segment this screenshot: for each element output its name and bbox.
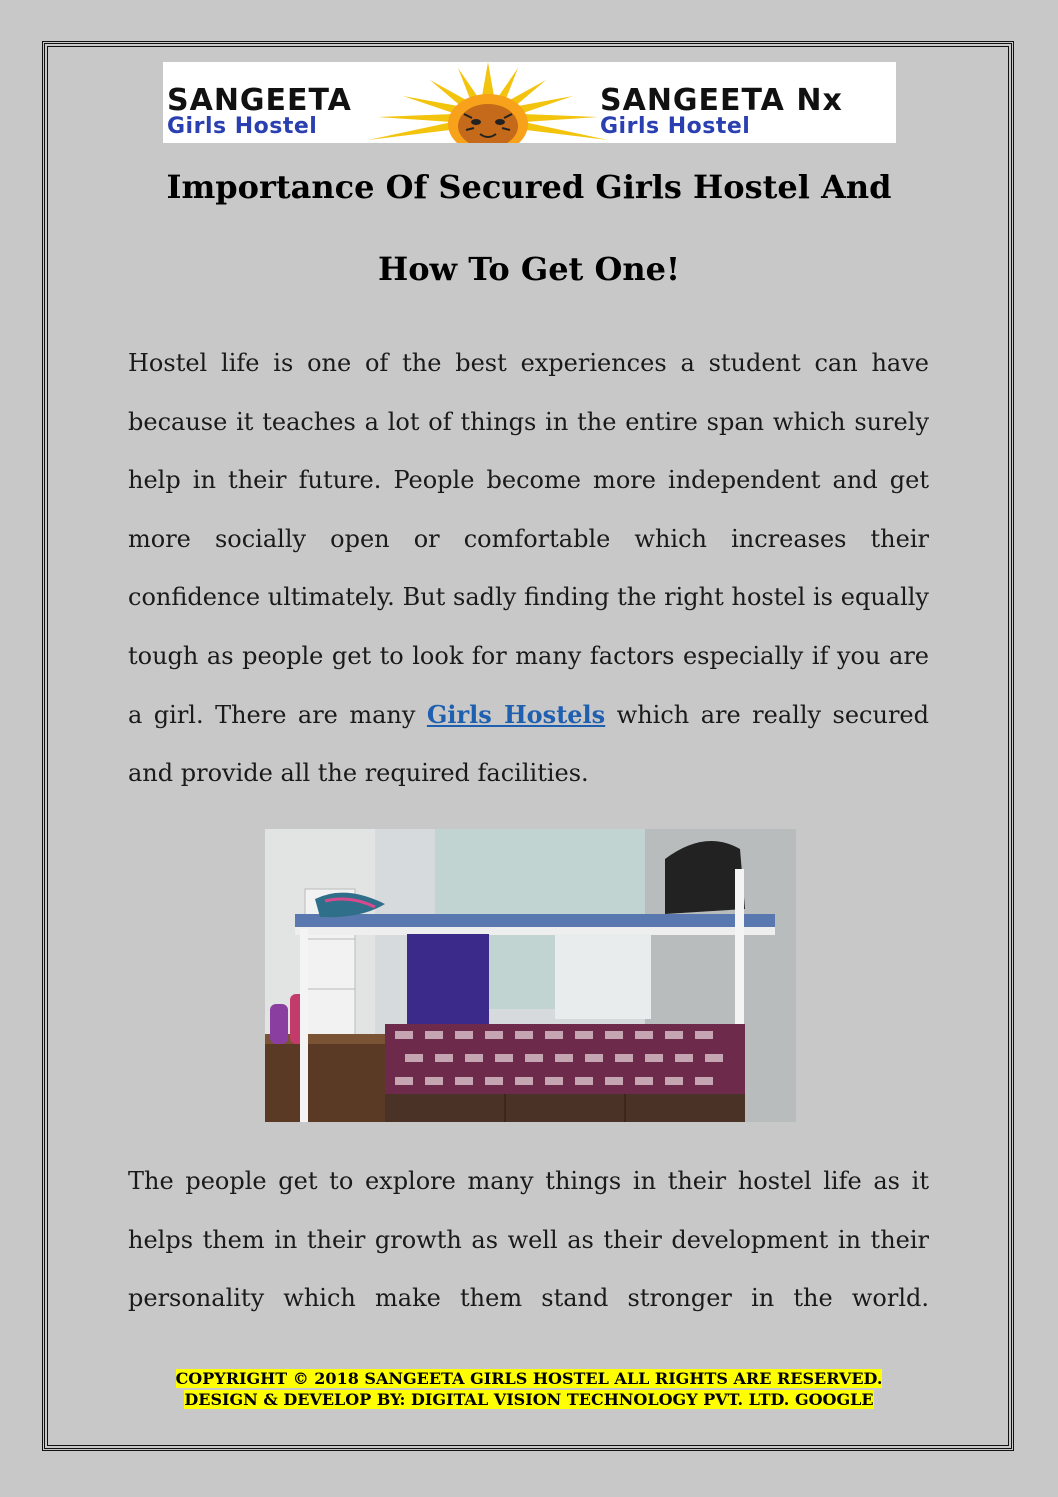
logo-right-sub: Girls Hostel: [600, 114, 751, 139]
footer-copyright-line: COPYRIGHT © 2018 SANGEETA GIRLS HOSTEL ALL RIGHTS ARE RESERVED.: [175, 1369, 883, 1388]
girls-hostels-link[interactable]: Girls Hostels: [426, 699, 606, 729]
logo-left-brand: SANGEETA: [167, 83, 352, 118]
bunk-bed-image: [265, 829, 796, 1122]
para1-text-before-link: Hostel life is one of the best experiences a student can have because it teaches a lot of things in the entire span which surely help in their future. People become more independent and get more socially open or comfortable which increases their confidence ultimately. But sadly finding the right hostel is equally tough as people get to look for many factors especially if you are a girl. There are many: [128, 349, 929, 729]
footer-credit-line: DESIGN & DEVELOP BY: DIGITAL VISION TECHNOLOGY PVT. LTD. GOOGLE: [184, 1390, 874, 1409]
hostel-room-photo: [265, 829, 796, 1122]
copyright-footer: [100, 1368, 958, 1410]
logo-banner: [163, 62, 896, 143]
article-paragraph-2: The people get to explore many things in their hostel life as it helps them in their growth as well as their development in their personality which make them stand stronger in the world.: [128, 1167, 929, 1313]
sun-tiger-emblem-icon: [368, 62, 608, 143]
article-title-line1: Importance Of Secured Girls Hostel And: [166, 168, 892, 206]
article-paragraph-1: [128, 334, 929, 803]
logo-left-sub: Girls Hostel: [167, 114, 318, 139]
para1-text-after-link: which are really secured and provide all the required facilities.: [128, 700, 929, 788]
article-title-line2: How To Get One!: [377, 250, 681, 288]
logo-right-brand: SANGEETA Nx: [600, 83, 843, 118]
